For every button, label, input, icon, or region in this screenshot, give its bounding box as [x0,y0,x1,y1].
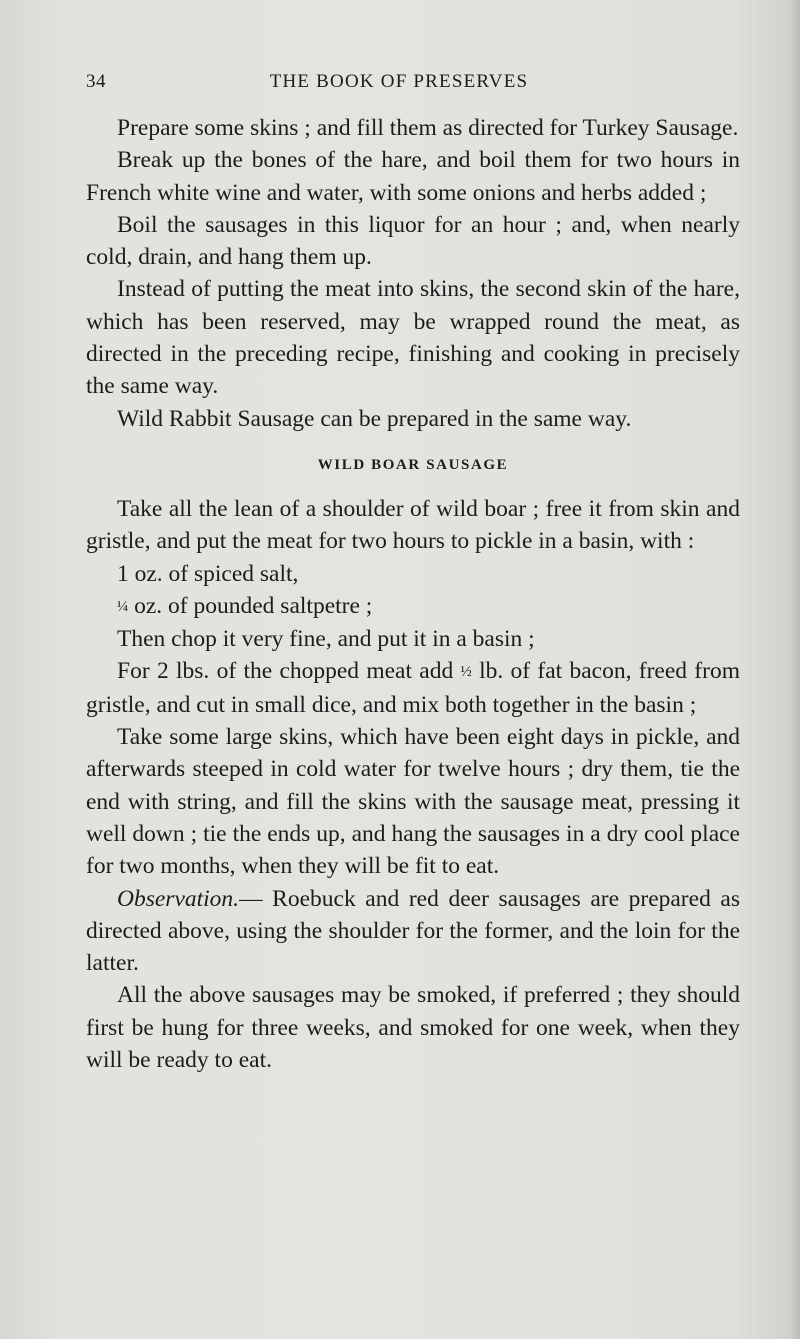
observation-label: Observation. [117,885,240,912]
page-number: 34 [86,71,106,92]
paragraph: Boil the sausages in this liquor for an hour ; and, when nearly cold, drain, and hang them up. [86,211,740,271]
page-header [86,71,712,101]
paragraph [86,655,740,721]
paragraph: Break up the bones of the hare, and boil them for two hours in French white wine and water, with some onions and herbs added ; [86,147,740,206]
ingredient-line [86,590,740,623]
paragraph [86,883,740,980]
fraction: ¼ [117,598,129,615]
paragraph-text: lb. of fat bacon, freed from gristle, and cut in small dice, and mix both together in the basin ; [86,658,740,718]
paragraph-text: For 2 lbs. of the chopped meat add [117,658,461,685]
ingredient-text: oz. of pounded saltpetre ; [128,592,373,619]
paragraph: Take all the lean of a shoulder of wild boar ; free it from skin and gristle, and put the meat for two hours to pickle in a basin, with : [86,495,740,555]
fraction: ½ [460,664,472,681]
paragraph: Then chop it very fine, and put it in a basin ; [117,626,535,653]
paragraph: All the above sausages may be smoked, if preferred ; they should first be hung for three weeks, and smoked for one week, when they will be ready to eat. [86,982,740,1074]
paragraph-text: — Roebuck and red deer sausages are prepared as directed above, using the shoulder for the former, and the loin for the latter. [86,885,740,977]
paragraph: Prepare some skins ; and fill them as directed for Turkey Sausage. [117,115,739,141]
running-head: THE BOOK OF PRESERVES [269,71,529,92]
ingredient-line: 1 oz. of spiced salt, [117,560,299,587]
section-heading: WILD BOAR SAUSAGE [317,456,509,473]
paragraph: Wild Rabbit Sausage can be prepared in the same way. [117,405,632,432]
page-body [86,112,740,1076]
page-edge-shadow [790,0,800,1339]
paragraph: Take some large skins, which have been eight days in pickle, and afterwards steeped in cold water for twelve hours ; dry them, tie the end with string, and fill the skins with the sausage meat, pressing it well down ; tie the ends up, and hang the sausages in a dry cool place for two months, when they will be fit to eat. [86,724,740,880]
paragraph: Instead of putting the meat into skins, the second skin of the hare, which has been reserved, may be wrapped round the meat, as directed in the preceding recipe, finishing and cooking in precisely the same way. [86,276,740,400]
